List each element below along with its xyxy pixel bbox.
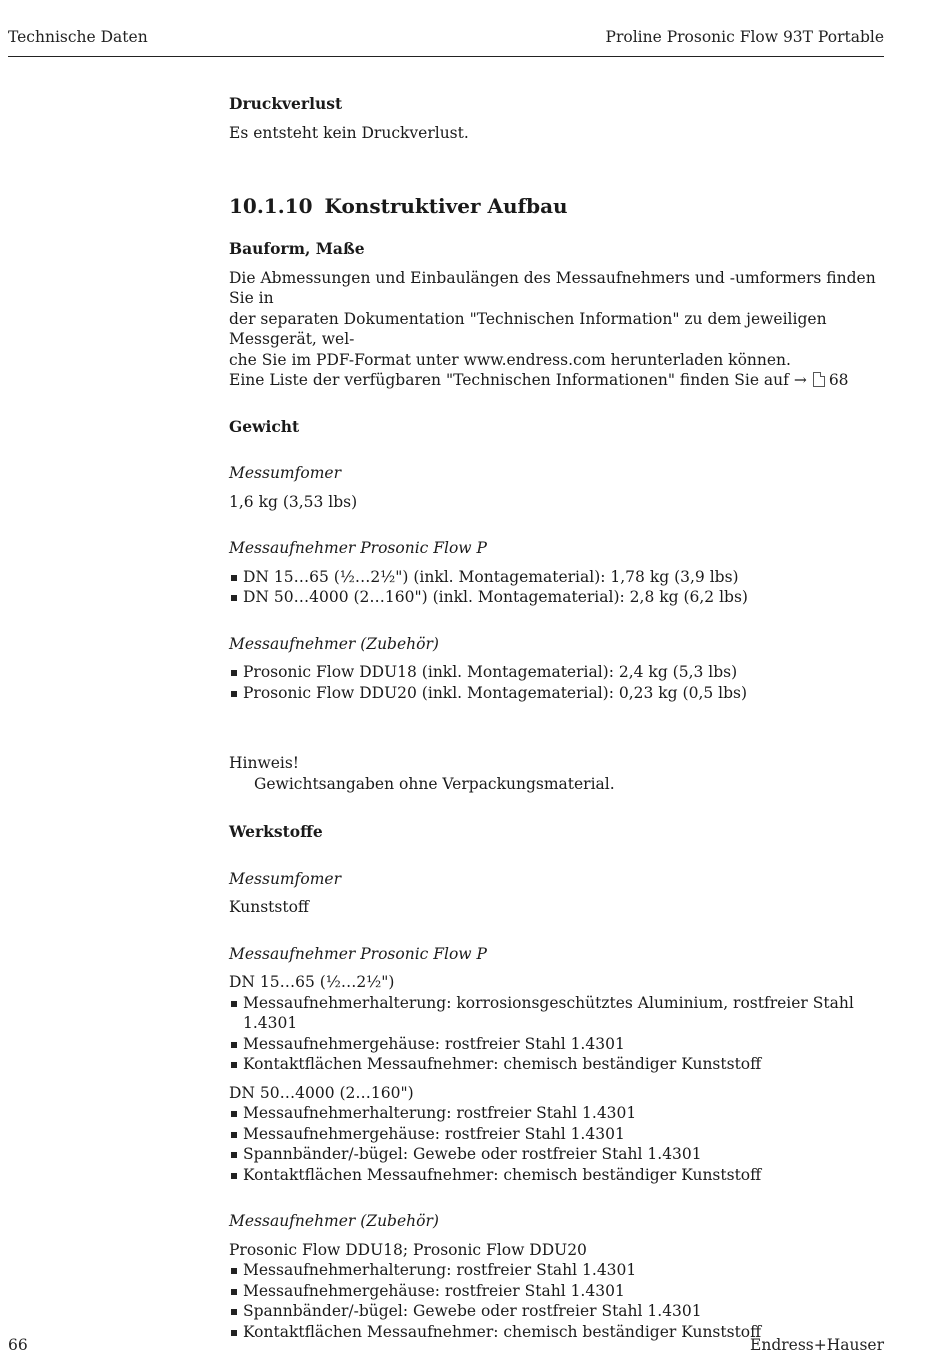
list-item: Kontaktflächen Messaufnehmer: chemisch beständiger Kunststoff xyxy=(229,1054,884,1075)
werkstoffe-group1-list xyxy=(229,993,884,1075)
document-icon xyxy=(813,372,825,387)
list-item: DN 15…65 (½…2½") (inkl. Montagematerial): 1,78 kg (3,9 lbs) xyxy=(229,567,884,588)
bauform-line-4 xyxy=(229,370,884,391)
werkstoffe-sensor-title: Messaufnehmer Prosonic Flow P xyxy=(229,944,487,963)
bauform-line-1: Die Abmessungen und Einbaulängen des Messaufnehmers und -umformers finden Sie in xyxy=(229,268,876,307)
note-text: Gewichtsangaben ohne Verpackungsmaterial. xyxy=(254,774,615,793)
werkstoffe-group3-label: Prosonic Flow DDU18; Prosonic Flow DDU20 xyxy=(229,1240,587,1259)
gewicht-accessory-list xyxy=(229,662,884,703)
bauform-heading: Bauform, Maße xyxy=(229,239,365,258)
list-item: Kontaktflächen Messaufnehmer: chemisch beständiger Kunststoff xyxy=(229,1165,884,1186)
werkstoffe-group3-list xyxy=(229,1260,884,1342)
list-item: Messaufnehmerhalterung: rostfreier Stahl 1.4301 xyxy=(229,1103,884,1124)
list-item: Messaufnehmerhalterung: korrosionsgeschütztes Aluminium, rostfreier Stahl 1.4301 xyxy=(229,993,884,1034)
section-number: 10.1.10 xyxy=(229,194,313,218)
bauform-line-2: der separaten Dokumentation "Technischen Information" zu dem jeweiligen Messgerät, wel- xyxy=(229,309,827,348)
werkstoffe-transmitter-title: Messumfomer xyxy=(229,869,341,888)
gewicht-sensor-title: Messaufnehmer Prosonic Flow P xyxy=(229,539,487,557)
bauform-line-4-text: Eine Liste der verfügbaren "Technischen Informationen" finden Sie auf → xyxy=(229,371,807,389)
list-item: Spannbänder/-bügel: Gewebe oder rostfreier Stahl 1.4301 xyxy=(229,1144,884,1165)
note-label: Hinweis! xyxy=(229,754,300,772)
page-content xyxy=(229,94,884,1342)
gewicht-transmitter-value: 1,6 kg (3,53 lbs) xyxy=(229,492,358,511)
werkstoffe-group1-label: DN 15…65 (½…2½") xyxy=(229,973,395,991)
werkstoffe-heading: Werkstoffe xyxy=(229,822,323,841)
gewicht-accessory-title: Messaufnehmer (Zubehör) xyxy=(229,634,439,653)
list-item: Messaufnehmerhalterung: rostfreier Stahl 1.4301 xyxy=(229,1260,884,1281)
gewicht-heading: Gewicht xyxy=(229,416,300,436)
section-heading xyxy=(229,193,884,219)
running-header-section: Technische Daten xyxy=(8,28,148,46)
list-item: Messaufnehmergehäuse: rostfreier Stahl 1.4301 xyxy=(229,1124,884,1145)
list-item: Prosonic Flow DDU20 (inkl. Montagematerial): 0,23 kg (0,5 lbs) xyxy=(229,683,884,704)
werkstoffe-group2-label: DN 50…4000 (2…160") xyxy=(229,1083,414,1102)
page-number: 66 xyxy=(8,1336,28,1354)
section-title: Konstruktiver Aufbau xyxy=(324,194,568,218)
werkstoffe-group2-list xyxy=(229,1103,884,1185)
werkstoffe-transmitter-value: Kunststoff xyxy=(229,898,309,916)
werkstoffe-accessory-title: Messaufnehmer (Zubehör) xyxy=(229,1212,439,1230)
list-item: Kontaktflächen Messaufnehmer: chemisch beständiger Kunststoff xyxy=(229,1322,884,1343)
list-item: DN 50…4000 (2…160") (inkl. Montagematerial): 2,8 kg (6,2 lbs) xyxy=(229,587,884,608)
list-item: Spannbänder/-bügel: Gewebe oder rostfreier Stahl 1.4301 xyxy=(229,1301,884,1322)
header-rule xyxy=(8,56,884,57)
running-header-product: Proline Prosonic Flow 93T Portable xyxy=(605,28,884,46)
gewicht-transmitter-title: Messumfomer xyxy=(229,464,341,482)
list-item: Messaufnehmergehäuse: rostfreier Stahl 1.4301 xyxy=(229,1034,884,1055)
druckverlust-text: Es entsteht kein Druckverlust. xyxy=(229,123,469,142)
bauform-line-3: che Sie im PDF-Format unter www.endress.com herunterladen können. xyxy=(229,350,791,369)
list-item: Messaufnehmergehäuse: rostfreier Stahl 1.4301 xyxy=(229,1281,884,1302)
list-item: Prosonic Flow DDU18 (inkl. Montagematerial): 2,4 kg (5,3 lbs) xyxy=(229,662,884,683)
druckverlust-heading: Druckverlust xyxy=(229,94,343,113)
page-reference-link[interactable]: 68 xyxy=(828,371,849,389)
footer-brand: Endress+Hauser xyxy=(750,1336,884,1354)
gewicht-sensor-list xyxy=(229,567,884,608)
